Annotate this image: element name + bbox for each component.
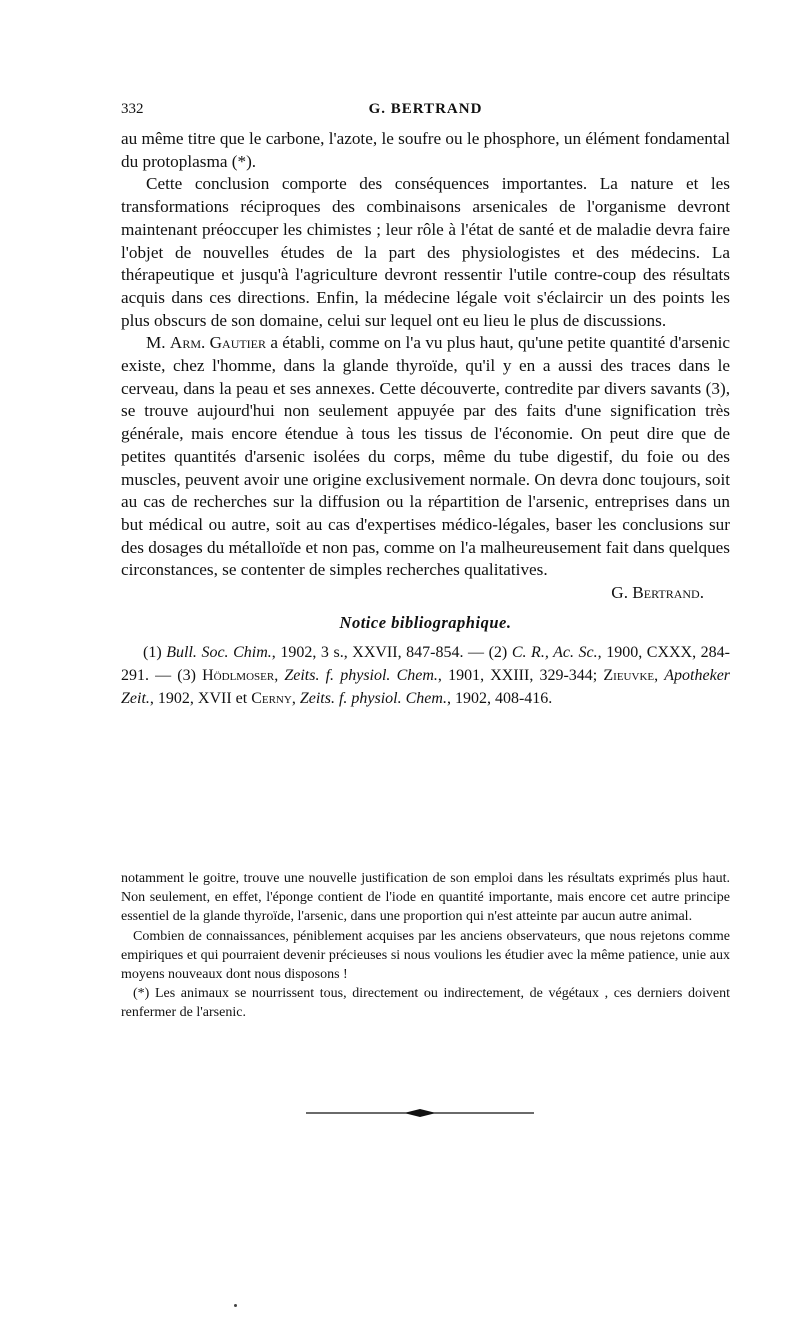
- print-speck: [234, 1304, 237, 1307]
- bibliography-segment: , 1902, 3 s., XXVII, 847-854. — (2): [271, 644, 512, 662]
- bibliography-segment: ,: [274, 667, 285, 685]
- bibliography-segment: Hödlmoser: [202, 667, 275, 685]
- ornament-diamond: [404, 1109, 436, 1117]
- bibliography-segment: , 1901, XXIII, 329-344;: [437, 667, 604, 685]
- bibliography-segment: ,: [654, 667, 665, 685]
- page-header: [121, 101, 730, 123]
- paragraph-2: Cette conclusion comporte des conséquences importantes. La nature et les transformations réciproques des combinaisons arsenicales de l'organisme devront maintenant préoccuper les chimistes ; leur rôle à l'état de santé et de maladie devra faire l'objet de nouvelles études de la part des physiologistes et des médecins. La thérapeutique et jusqu'à l'agriculture devront ressentir l'utile contre-coup des résultats acquis dans ces directions. Enfin, la médecine légale voit s'éclaircir un des points les plus obscurs de son domaine, celui sur lequel ont eu lieu le plus de discussions.: [121, 174, 730, 330]
- bibliography-entries: [121, 642, 730, 710]
- bibliography-segment: C. R., Ac. Sc.: [511, 644, 598, 662]
- main-text: [121, 128, 730, 711]
- bibliography-segment: Apotheker Zeit.: [121, 667, 731, 707]
- bibliography-segment: Zieuvke: [603, 667, 655, 685]
- footnote-paragraph: Combien de connaissances, péniblement acquises par les anciens observateurs, que nous rejetons comme empiriques et qui pourraient devenir précieuses si nous voulions les étudier avec la même patience, unie aux moyens nouveaux dont nous disposons !: [121, 928, 730, 983]
- paragraph-1: au même titre que le carbone, l'azote, le soufre ou le phosphore, un élément fondamental du protoplasma (*).: [121, 129, 730, 171]
- notice-title: Notice bibliographique.: [339, 612, 512, 632]
- bibliography-segment: Bull. Soc. Chim.: [166, 644, 272, 662]
- footnote-continuation: notamment le goitre, trouve une nouvelle justification de son emploi dans les résultats exprimés plus haut. Non seulement, en effet, l'éponge contient de l'iode en quantité importante, mais encore cet autre principe essentiel de la glande thyroïde, l'arsenic, dans une proportion qui n'est atteinte par aucun autre animal.: [121, 871, 730, 925]
- bibliography: [121, 642, 730, 710]
- bibliography-segment: , 1902, XVII et: [149, 689, 252, 707]
- footnotes: [121, 869, 730, 1023]
- end-ornament: [306, 1108, 534, 1118]
- footnote-asterisk: (*) Les animaux se nourrissent tous, directement ou indirectement, de végétaux , ces derniers doivent renfermer de l'arsenic.: [121, 986, 730, 1021]
- bibliography-segment: ,: [291, 689, 300, 707]
- bibliography-segment: , 1902, 408-416.: [446, 689, 553, 707]
- bibliography-segment: Zeits. f. physiol. Chem.: [284, 667, 438, 685]
- author-name-gautier: Arm. Gautier: [169, 333, 267, 353]
- bibliography-segment: Cerny: [251, 689, 292, 707]
- bibliography-segment: (1): [143, 644, 167, 662]
- bibliography-segment: Zeits. f. physiol. Chem.: [299, 689, 447, 707]
- paragraph-3-start: M.: [146, 333, 170, 353]
- running-head: G. BERTRAND: [368, 101, 483, 117]
- paragraph-3-rest: a établi, comme on l'a vu plus haut, qu'une petite quantité d'arsenic existe, chez l'homme, dans la glande thyroïde, qu'il y en a aussi des traces dans le cerveau, dans la peau et ses annexes. Cette découverte, contredite par divers savants (3), se trouve aujourd'hui non seulement appuyée par des faits d'une signification très générale, mais encore étendue à tous les tissus de l'économie. On peut dire que de petites quantités d'arsenic isolées du corps, même du tube digestif, du foie ou des muscles, peuvent avoir une origine exclusivement normale. On devra donc toujours, soit au cas de recherches sur la diffusion ou la répartition de l'arsenic, entreprises dans un but médical ou autre, soit au cas d'expertises médico-légales, baser les conclusions sur des dosages du métalloïde et non pas, comme on l'a malheureusement fait dans quelques circonstances, se contenter de simples recherches qualitatives.: [121, 333, 730, 580]
- paragraph-3: [121, 332, 730, 582]
- bibliography-segment: , 1900, CXXX, 284-291. — (3): [121, 644, 730, 685]
- signature: G. Bertrand.: [611, 583, 704, 603]
- page-number: 332: [121, 101, 144, 117]
